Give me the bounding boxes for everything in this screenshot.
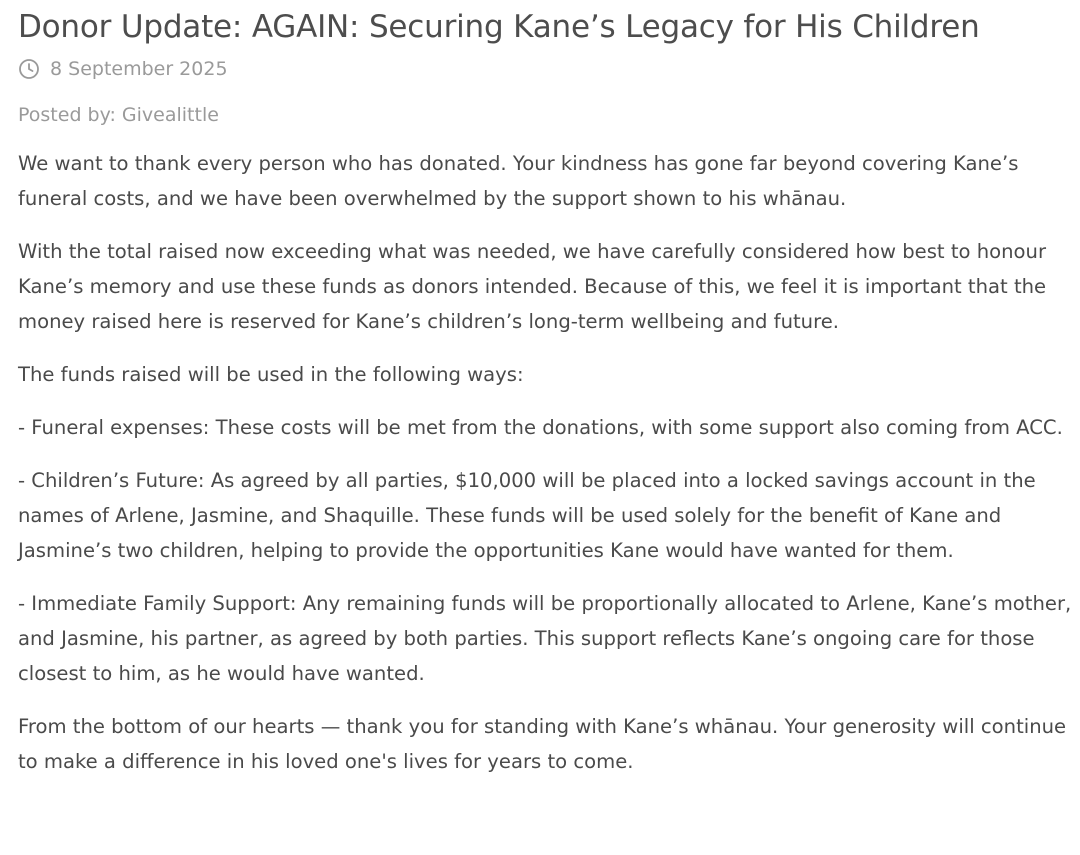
- post-date: 8 September 2025: [50, 58, 228, 80]
- posted-by: Posted by: Givealittle: [18, 104, 219, 126]
- paragraph-closing: From the bottom of our hearts — thank you for standing with Kane’s whānau. Your generosity will continue to make a difference in his loved one's lives for years to come.: [18, 715, 1067, 773]
- list-item-family-support: - Immediate Family Support: Any remaining funds will be proportionally allocated to Arlene, Kane’s mother, and Jasmine, his partner, as agreed by both parties. This support reflects Kane’s ongoing care for those closest to him, as he would have wanted.: [18, 592, 1072, 685]
- post-title: Donor Update: AGAIN: Securing Kane’s Legacy for His Children: [18, 9, 980, 45]
- list-item-childrens-future: - Children’s Future: As agreed by all parties, $10,000 will be placed into a locked savings account in the names of Arlene, Jasmine, and Shaquille. These funds will be used solely for the benefit of Kane and Jasmine’s two children, helping to provide the opportunities Kane would have wanted for them.: [18, 469, 1036, 562]
- paragraph-thanks: We want to thank every person who has donated. Your kindness has gone far beyond covering Kane’s funeral costs, and we have been overwhelmed by the support shown to his whānau.: [18, 152, 1019, 210]
- list-item-funeral-expenses: - Funeral expenses: These costs will be met from the donations, with some support also coming from ACC.: [18, 416, 1063, 439]
- paragraph-reserved-funds: With the total raised now exceeding what was needed, we have carefully considered how best to honour Kane’s memory and use these funds as donors intended. Because of this, we feel it is important that the money raised here is reserved for Kane’s children’s long-term wellbeing and future.: [18, 240, 1047, 333]
- post-date-row: [18, 54, 1070, 84]
- clock-icon: [18, 58, 40, 80]
- post-body: [18, 146, 1070, 779]
- paragraph-usage-intro: The funds raised will be used in the following ways:: [18, 363, 524, 386]
